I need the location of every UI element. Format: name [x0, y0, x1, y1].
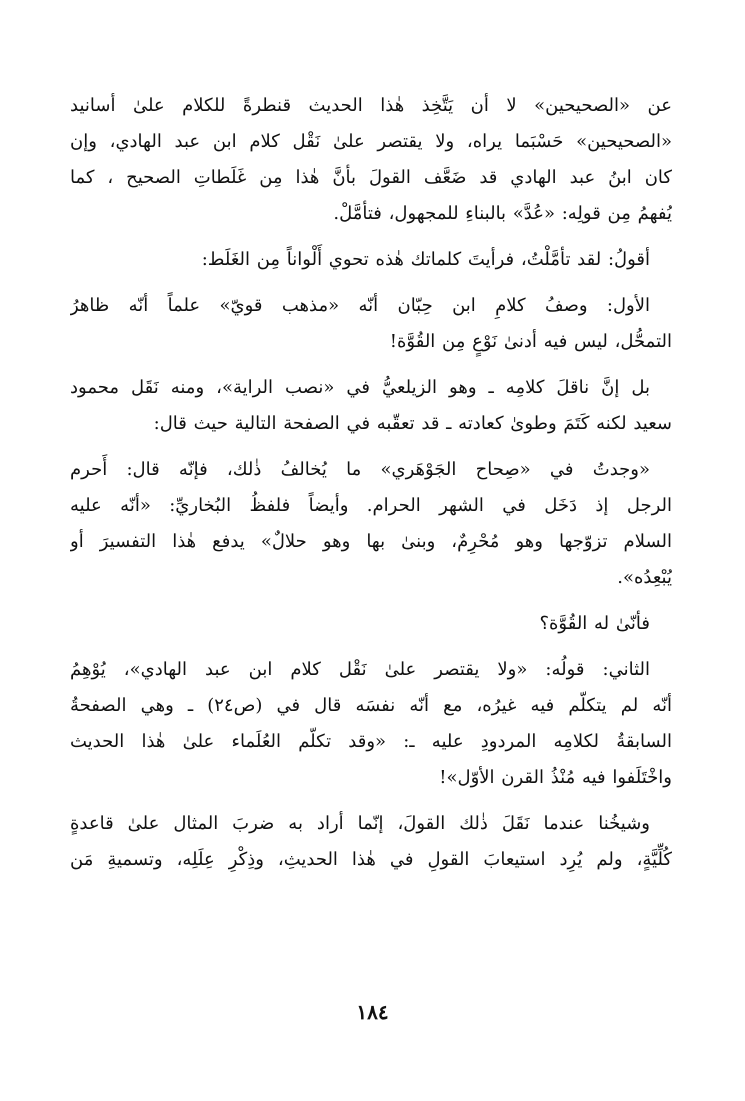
text-line: «وجدتُ في «صِحاح الجَوْهَري» ما يُخالفُ ذٰلك، فإنّه قال: أَحرم [70, 459, 651, 480]
text-line: سعيد لكنه كَتَمَ وطوىٰ كعادته ـ قد تعقّبه في الصفحة التالية حيث قال: [153, 413, 672, 434]
text-line: فأنّىٰ له القُوَّة؟ [539, 613, 650, 634]
text-line: وشيخُنا عندما نَقَلَ ذٰلك القولَ، إنّما أراد به ضربَ المثال علىٰ قاعدةٍ [70, 813, 650, 834]
text-line: كُلِّيَّةٍ، ولم يُرِد استيعابَ القولِ في هٰذا الحديثِ، وذِكْرِ عِلَلِه، وتسميةِ مَن [70, 849, 672, 870]
paragraph-8 [70, 806, 672, 878]
text-line: «الصحيحين» حَسْبَما يراه، ولا يقتصر علىٰ نَقْل كلام ابن عبد الهادي، وإن [70, 131, 672, 152]
text-line: عن «الصحيحين» لا أن يَتَّخِذ هٰذا الحديث قنطرةً للكلام علىٰ أسانيد [70, 95, 672, 116]
paragraph-5 [70, 452, 672, 596]
text-line: الثاني: قولُه: «ولا يقتصر علىٰ نَقْل كلام ابن عبد الهادي»، يُوْهِمُ [70, 659, 650, 680]
paragraph-2 [70, 242, 672, 278]
text-line: أقولُ: لقد تأمَّلْتُ، فرأيتَ كلماتك هٰذه تحوي أَلْواناً مِن الغَلَط: [201, 249, 650, 270]
text-line: أنّه لم يتكلّم فيه غيرُه، مع أنّه نفسَه قال في (ص٢٤) ـ وهي الصفحةُ [70, 695, 672, 716]
text-line: يُفهمُ مِن قولِه: «عُدَّ» بالبناءِ للمجهول، فتأمَّلْ. [333, 203, 672, 224]
text-line: السابقةُ لكلامِه المردودِ عليه ـ: «وقد تكلّم العُلَماء علىٰ هٰذا الحديث [70, 731, 672, 752]
paragraph-4 [70, 370, 672, 442]
paragraph-3 [70, 288, 672, 360]
page-number: ١٨٤ [356, 1000, 389, 1024]
text-line: واخْتَلَفوا فيه مُنْذُ القرن الأوّل»! [439, 767, 672, 788]
text-line: الرجل إذ دَخَل في الشهر الحرام. وأيضاً فلفظُ البُخاريِّ: «أنّه عليه [70, 495, 672, 516]
paragraph-6 [70, 606, 672, 642]
page-body [70, 88, 672, 888]
text-line: بل إنَّ ناقلَ كلامِه ـ وهو الزيلعيُّ في «نصب الراية»، ومنه نَقَل محمود [70, 377, 650, 398]
text-line: كان ابنُ عبد الهادي قد ضَعَّف القولَ بأنَّ هٰذا مِن غَلَطاتِ الصحيح ، كما [70, 167, 672, 188]
paragraph-1 [70, 88, 672, 232]
text-line: يُبْعِدُه». [617, 567, 672, 588]
paragraph-7 [70, 652, 672, 796]
text-line: التمحُّل، ليس فيه أدنىٰ نَوْعٍ مِن القُوَّة! [389, 331, 672, 352]
text-line: السلام تزوّجها وهو مُحْرِمٌ، وبنىٰ بها وهو حلالٌ» يدفع هٰذا التفسيرَ أو [70, 531, 672, 552]
text-line: الأول: وصفُ كلامِ ابن حِبّان أنّه «مذهب قويّ» علماً أنّه ظاهرُ [70, 295, 650, 316]
